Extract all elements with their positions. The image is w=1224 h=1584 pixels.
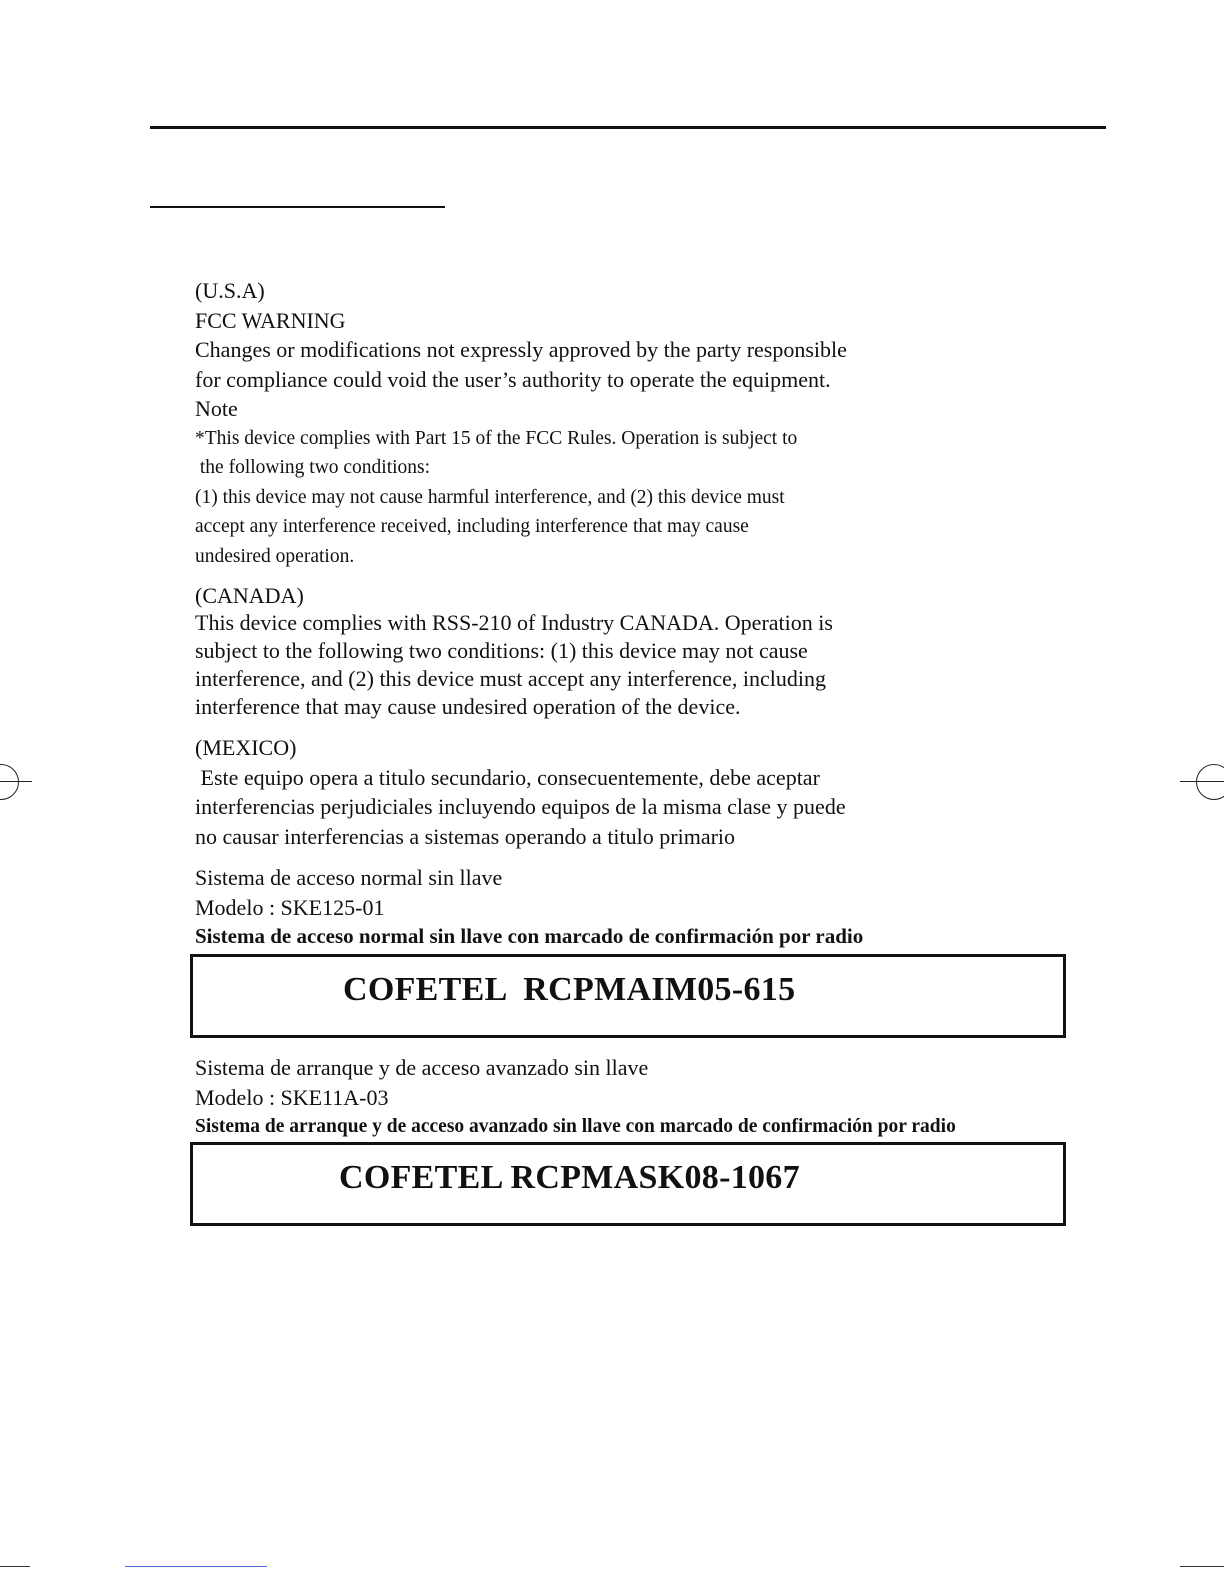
- crop-line: [1180, 1566, 1224, 1567]
- system2-model: Modelo : SKE11A-03: [195, 1084, 389, 1110]
- crop-line: [0, 1566, 30, 1567]
- mexico-heading: (MEXICO): [195, 735, 297, 760]
- system1-name: Sistema de acceso normal sin llave: [195, 865, 503, 890]
- registration-mark-line: [0, 781, 32, 782]
- canada-heading: (CANADA): [195, 583, 304, 608]
- regulatory-text: [195, 276, 1075, 951]
- cofetel-box-2: [190, 1142, 1066, 1226]
- note-line: undesired operation.: [195, 545, 355, 567]
- note-line: *This device complies with Part 15 of the FCC Rules. Operation is subject to: [195, 427, 798, 449]
- note-line: the following two conditions:: [195, 457, 431, 478]
- registration-mark-icon: [1196, 764, 1224, 800]
- registration-mark-line: [1180, 781, 1224, 782]
- system1-bold-line: Sistema de acceso normal sin llave con marcado de confirmación por radio: [195, 924, 864, 948]
- registration-mark-icon: [0, 764, 19, 800]
- crop-line: [125, 1566, 267, 1567]
- cofetel-code-2: COFETEL RCPMASK08-1067: [339, 1159, 800, 1196]
- header-rule: [150, 126, 1106, 129]
- canada-line: subject to the following two conditions: (1) this device may not cause: [195, 638, 808, 663]
- usa-heading: (U.S.A): [195, 278, 265, 303]
- system2-name: Sistema de arranque y de acceso avanzado sin llave: [195, 1055, 649, 1080]
- system2-bold-line: Sistema de arranque y de acceso avanzado sin llave con marcado de confirmación por radio: [195, 1116, 956, 1137]
- canada-line: This device complies with RSS-210 of Industry CANADA. Operation is: [195, 610, 833, 635]
- canada-line: interference, and (2) this device must accept any interference, including: [195, 666, 826, 691]
- system1-model: Modelo : SKE125-01: [195, 894, 385, 920]
- note-line: (1) this device may not cause harmful interference, and (2) this device must: [195, 486, 785, 508]
- cofetel-code-1: COFETEL RCPMAIM05-615: [343, 971, 796, 1008]
- mexico-line: no causar interferencias a sistemas operando a titulo primario: [195, 823, 736, 849]
- section-title-underline: [150, 206, 445, 208]
- fcc-warning-title: FCC WARNING: [195, 307, 346, 333]
- note-line: accept any interference received, including interference that may cause: [195, 516, 749, 537]
- fcc-warning-line: Changes or modifications not expressly approved by the party responsible: [195, 337, 847, 362]
- fcc-warning-line: for compliance could void the user’s authority to operate the equipment.: [195, 366, 831, 392]
- mexico-line: interferencias perjudiciales incluyendo equipos de la misma clase y puede: [195, 794, 846, 819]
- cofetel-box-1: [190, 954, 1066, 1038]
- mexico-line: Este equipo opera a titulo secundario, consecuentemente, debe aceptar: [195, 764, 820, 790]
- system2-block: [195, 1053, 1075, 1141]
- note-label: Note: [195, 396, 238, 421]
- canada-line: interference that may cause undesired operation of the device.: [195, 694, 741, 719]
